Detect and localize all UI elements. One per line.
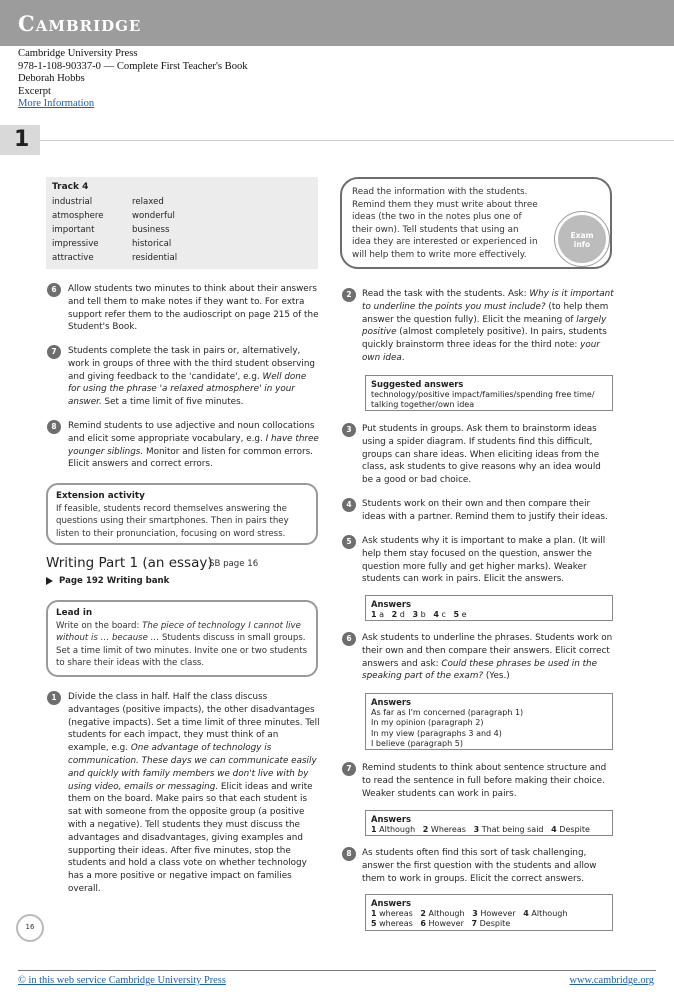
track-word: wonderful bbox=[132, 211, 175, 221]
answer-line: As far as I'm concerned (paragraph 1) bbox=[371, 707, 524, 717]
text-run: Set a time limit of five minutes. bbox=[101, 397, 244, 408]
publisher-name: Cambridge University Press bbox=[18, 48, 138, 59]
answer-number: 5 bbox=[453, 609, 460, 619]
text-run: Remind students to use adjective and noun collocations and elicit some appropriate vocabulary, e.g. bbox=[68, 421, 315, 444]
track-row bbox=[52, 223, 312, 237]
text-run: Ask students to underline the phrases. Students work on their own and then compare their answers. Elicit correct answers and ask: bbox=[362, 633, 613, 669]
text-run: Write on the board: bbox=[56, 620, 143, 631]
answer-number: 2 bbox=[391, 609, 398, 619]
track-word: industrial bbox=[52, 197, 93, 207]
step-3-text: Put students in groups. Ask them to brainstorm ideas using a spider diagram. If students find this difficult, groups can share ideas. When eliciting ideas from the class, ask students to give reasons why an idea would be a good or bad choice. bbox=[362, 424, 601, 486]
page-number: 16 bbox=[25, 923, 35, 931]
answers-row bbox=[371, 610, 607, 621]
step-number: 4 bbox=[342, 498, 356, 512]
publisher-banner bbox=[0, 0, 674, 46]
step-number: 5 bbox=[342, 535, 356, 549]
example-text: I have three younger siblings. bbox=[68, 433, 319, 457]
section-title: Writing Part 1 (an essay) bbox=[46, 555, 213, 571]
answer-number: 4 bbox=[551, 824, 557, 834]
answer-number: 2 bbox=[422, 824, 429, 834]
step-1-text bbox=[68, 691, 320, 896]
answer-number: 6 bbox=[420, 919, 426, 929]
chapter-rule bbox=[40, 140, 674, 141]
answer-number: 7 bbox=[471, 919, 478, 929]
info-label: info bbox=[573, 240, 591, 249]
text-run: Students discuss in small groups. Set a time limit of two minutes. Invite one or two students to share their ideas with the class. bbox=[56, 633, 308, 669]
track-word: historical bbox=[132, 239, 172, 249]
answer-number: 5 bbox=[371, 919, 377, 929]
track-box bbox=[46, 177, 318, 269]
answers-title: Answers bbox=[371, 697, 411, 707]
copyright-link[interactable]: © in this web service Cambridge University Press bbox=[18, 975, 226, 986]
writing-bank-label: Page 192 Writing bank bbox=[59, 576, 170, 586]
footer-rule bbox=[18, 970, 656, 971]
text-run: Read the task with the students. Ask: bbox=[362, 289, 530, 299]
board-text: The piece of technology I cannot live without is … because … bbox=[56, 620, 301, 644]
question-text: Could these phrases be used in the speaking part of the exam? bbox=[362, 658, 598, 682]
step-number: 6 bbox=[47, 283, 61, 297]
answers-title: Answers bbox=[371, 898, 411, 908]
answers-title: Answers bbox=[371, 599, 411, 609]
answers-box-5 bbox=[365, 595, 613, 621]
text-run: Monitor and listen for common errors. Elicit answers and correct errors. bbox=[68, 446, 313, 470]
track-word: relaxed bbox=[132, 197, 164, 207]
track-title: Track 4 bbox=[52, 182, 89, 192]
step-number: 7 bbox=[342, 762, 356, 776]
answer-value: c bbox=[441, 609, 446, 619]
text-run: Divide the class in half. Half the class discuss advantages (positive impacts), the other disadvantages (negative impacts). Set a time limit of three minutes. Tell students for each impact, they must think of an example, e.g. bbox=[68, 692, 320, 754]
chapter-number-tab bbox=[0, 125, 40, 155]
step-number: 6 bbox=[342, 632, 356, 646]
sb-page-ref: SB page 16 bbox=[209, 559, 259, 569]
track-row bbox=[52, 209, 312, 223]
text-run: (almost completely positive). In pairs, students quickly brainstorm three ideas for the third note: bbox=[362, 327, 607, 351]
step-8-text: As students often find this sort of task challenging, answer the first question with the students and allow them to work in groups. Elicit the correct answers. bbox=[362, 848, 597, 884]
step-4-text: Students work on their own and then compare their ideas with a partner. Remind them to justify their ideas. bbox=[362, 499, 608, 522]
step-2-text bbox=[362, 288, 614, 365]
lead-in-text bbox=[56, 620, 308, 670]
track-word: residential bbox=[132, 253, 178, 263]
answer-value: d bbox=[399, 609, 405, 619]
answer-line: In my view (paragraphs 3 and 4) bbox=[371, 728, 502, 738]
track-word: impressive bbox=[52, 239, 99, 249]
answer-value: whereas bbox=[379, 908, 413, 918]
exam-label: Exam bbox=[570, 231, 594, 240]
lead-in-title: Lead in bbox=[56, 608, 93, 618]
excerpt-label: Excerpt bbox=[18, 85, 51, 97]
suggested-answers-title: Suggested answers bbox=[371, 379, 464, 389]
step-6-text: Allow students two minutes to think about their answers and tell them to make notes if they want to. For extra support refer them to the audioscript on page 215 of the Student's Book. bbox=[68, 284, 319, 333]
answer-number: 4 bbox=[523, 908, 529, 918]
step-5-text: Ask students why it is important to make a plan. (It will help them stay focused on the question, answer the question more fully and get higher marks). Weaker students can work in pairs. Elicit the answers. bbox=[362, 536, 606, 585]
answer-number: 1 bbox=[371, 824, 377, 834]
step-number: 3 bbox=[342, 423, 356, 437]
answer-number: 1 bbox=[371, 908, 377, 918]
answer-number: 3 bbox=[473, 824, 480, 834]
answer-value: Although bbox=[379, 824, 416, 834]
answer-value: whereas bbox=[379, 919, 413, 929]
track-word: business bbox=[132, 225, 170, 235]
step-7-text bbox=[68, 345, 320, 409]
extension-text: If feasible, students record themselves answering the questions using their smartphones. Then in pairs they listen to their pronunciation, focusing on word stress. bbox=[56, 503, 289, 539]
chapter-number: 1 bbox=[14, 127, 30, 152]
example-text: One advantage of technology is communication. These days we can communicate easily and quickly with family members we don't live with by using video, emails or messaging. bbox=[68, 743, 317, 792]
track-word: important bbox=[52, 225, 95, 235]
answer-number: 4 bbox=[433, 609, 439, 619]
exam-info-label bbox=[558, 231, 606, 249]
answers-row bbox=[371, 909, 607, 920]
step-number: 8 bbox=[342, 847, 356, 861]
answer-value: Despite bbox=[479, 919, 511, 929]
writing-bank-ref bbox=[46, 576, 169, 586]
exam-info-box: Read the information with the students. Remind them they must write about three ideas (the two in the notes plus one of their own). Tell students that using an idea they are interested or experienced in will help them to write more effectively. bbox=[340, 177, 612, 269]
example-text: Well done for using the phrase 'a relaxed atmosphere' in your answer. bbox=[68, 371, 307, 408]
answers-title: Answers bbox=[371, 814, 411, 824]
answer-line: In my opinion (paragraph 2) bbox=[371, 718, 484, 728]
term-text: your own idea bbox=[362, 340, 600, 363]
cambridge-logo: Cambridge bbox=[18, 11, 142, 36]
answer-value: However bbox=[480, 908, 516, 918]
more-information-link[interactable]: More Information bbox=[18, 98, 95, 109]
answer-value: Although bbox=[531, 908, 568, 918]
cambridge-website-link[interactable]: www.cambridge.org bbox=[569, 975, 654, 986]
term-text: largely positive bbox=[362, 314, 607, 338]
page-number-badge bbox=[16, 914, 44, 942]
track-word: atmosphere bbox=[52, 211, 104, 221]
step-6-text bbox=[362, 632, 614, 683]
track-row bbox=[52, 195, 312, 209]
answers-row bbox=[371, 825, 607, 836]
answer-number: 3 bbox=[412, 609, 419, 619]
suggested-answers-text: technology/positive impact/families/spending free time/ talking together/own idea bbox=[371, 389, 595, 410]
answers-box-8 bbox=[365, 894, 613, 931]
extension-activity-box bbox=[46, 483, 318, 545]
answer-number: 1 bbox=[371, 609, 377, 619]
answer-value: a bbox=[379, 609, 385, 619]
author-name: Deborah Hobbs bbox=[18, 73, 85, 84]
track-row bbox=[52, 237, 312, 251]
step-number: 2 bbox=[342, 288, 356, 302]
isbn-title: 978-1-108-90337-0 — Complete First Teacher's Book bbox=[18, 60, 248, 72]
answer-line: I believe (paragraph 5) bbox=[371, 739, 463, 749]
answer-value: Despite bbox=[559, 824, 590, 834]
answer-value: However bbox=[428, 919, 464, 929]
answer-value: e bbox=[461, 609, 467, 619]
answers-box-7 bbox=[365, 810, 613, 836]
answer-number: 2 bbox=[420, 908, 426, 918]
book-metadata bbox=[18, 48, 248, 111]
answer-value: Whereas bbox=[430, 824, 466, 834]
answers-row bbox=[371, 919, 607, 930]
suggested-answers-box bbox=[365, 375, 613, 411]
step-number: 7 bbox=[47, 345, 61, 359]
track-word: attractive bbox=[52, 253, 94, 263]
step-number: 1 bbox=[47, 691, 61, 705]
exam-info-badge bbox=[555, 212, 609, 266]
step-number: 8 bbox=[47, 420, 61, 434]
extension-title: Extension activity bbox=[56, 491, 145, 501]
text-run: Elicit ideas and write them on the board. Make pairs so that each student is sat with someone from the opposite group (a positive with a negative). Tell students they must discuss the advantages and disadvantages, giving examples and supporting their ideas. After five minutes, stop the students and hold a class vote on whether technology has a more positive or negative impact on families overall. bbox=[68, 781, 313, 894]
step-7-text: Remind students to think about sentence structure and to read the sentence in full before making their choice. Weaker students can work in pairs. bbox=[362, 763, 607, 799]
answer-value: Although bbox=[428, 908, 465, 918]
text-run: Students complete the task in pairs or, alternatively, work in groups of three with the third student observing and giving feedback to the 'candidate', e.g. bbox=[68, 346, 315, 382]
answer-value: That being said bbox=[481, 824, 544, 834]
answer-number: 3 bbox=[472, 908, 478, 918]
text-run: (to help them answer the question fully). Elicit the meaning of bbox=[362, 301, 609, 325]
text-run: . bbox=[401, 352, 405, 363]
lead-in-box bbox=[46, 600, 318, 677]
triangle-arrow-icon bbox=[46, 577, 53, 585]
answers-box-6 bbox=[365, 693, 613, 750]
text-run: (Yes.) bbox=[483, 671, 510, 682]
question-text: Why is it important to underline the points you must include? bbox=[362, 289, 614, 312]
step-8-text bbox=[68, 420, 320, 471]
track-row bbox=[52, 251, 312, 265]
answer-value: b bbox=[420, 609, 426, 619]
